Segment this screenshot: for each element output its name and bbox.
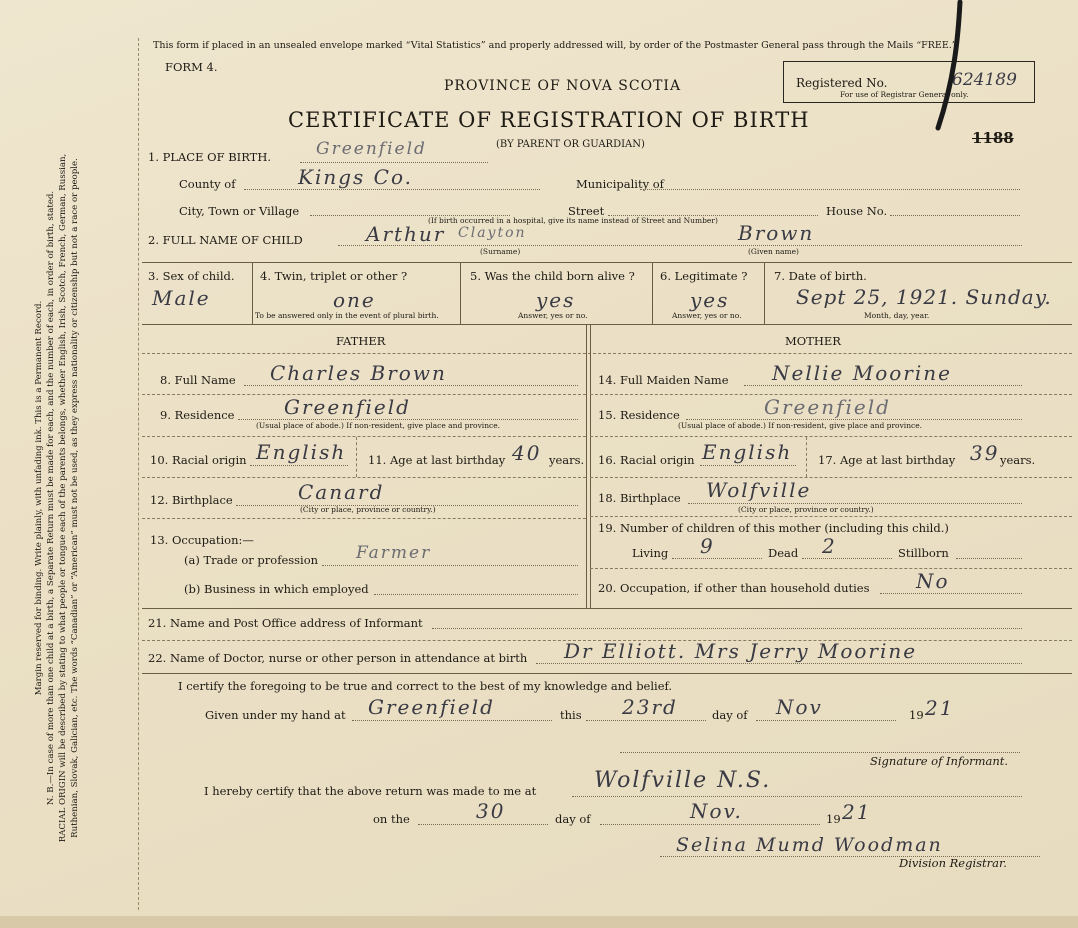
margin-instructions — [33, 68, 105, 928]
registration-day-of-label: day of — [555, 812, 591, 826]
mother-birthplace-line — [688, 503, 1022, 504]
county-value: Kings Co. — [298, 165, 413, 189]
row-divider — [590, 477, 1072, 478]
cell-divider — [764, 262, 765, 324]
city-label: City, Town or Village — [179, 204, 300, 218]
day-line — [586, 720, 706, 721]
date-label: 7. Date of birth. — [774, 269, 867, 283]
mother-age-value: 39 — [970, 441, 1000, 465]
alive-label: 5. Was the child born alive ? — [470, 269, 635, 283]
row-divider — [590, 516, 1072, 517]
given-place-value: Greenfield — [368, 695, 495, 719]
row-divider — [142, 518, 586, 519]
given-place-line — [352, 720, 552, 721]
given-under-label: Given under my hand at — [205, 708, 346, 722]
on-the-label: on the — [373, 812, 410, 826]
municipality-line — [640, 189, 1020, 190]
row-divider — [142, 673, 1072, 674]
page-subtitle: (BY PARENT OR GUARDIAN) — [496, 139, 645, 150]
mother-occupation-line — [880, 593, 1022, 594]
cell-divider — [252, 262, 253, 324]
child-name-line — [338, 245, 1022, 246]
informant-label: 21. Name and Post Office address of Informant — [148, 616, 423, 630]
father-birthplace-note: (City or place, province or country.) — [300, 505, 436, 514]
father-residence-value: Greenfield — [284, 395, 411, 419]
informant-line — [432, 628, 1022, 629]
registration-month-line — [600, 824, 820, 825]
row-divider — [142, 353, 1072, 354]
mother-racial-value: English — [702, 440, 793, 464]
legitimate-note: Answer, yes or no. — [672, 311, 742, 320]
month-line — [756, 720, 896, 721]
place-of-birth-value: Greenfield — [316, 139, 427, 159]
row-divider — [142, 324, 1072, 325]
mother-name-value: Nellie Moorine — [772, 361, 952, 385]
row-divider — [142, 262, 1072, 263]
house-number-line — [890, 215, 1020, 216]
doctor-value: Dr Elliott. Mrs Jerry Moorine — [564, 639, 918, 663]
surname-caption: (Surname) — [480, 247, 521, 256]
municipality-label: Municipality of — [576, 177, 664, 191]
given-name-caption: (Given name) — [748, 247, 799, 256]
row-divider — [142, 436, 586, 437]
doctor-line — [536, 663, 1022, 664]
mother-name-label: 14. Full Maiden Name — [598, 373, 729, 387]
page-title: CERTIFICATE OF REGISTRATION OF BIRTH — [288, 108, 810, 132]
year-prefix: 19 — [909, 708, 924, 722]
father-trade-value: Farmer — [356, 543, 432, 563]
cell-divider — [806, 437, 807, 477]
month-value: Nov — [776, 695, 823, 719]
registrar-statement: I hereby certify that the above return was made to me at — [204, 784, 537, 798]
alive-value: yes — [536, 288, 576, 312]
father-residence-line — [238, 419, 578, 420]
dead-label: Dead — [768, 546, 799, 560]
row-divider — [590, 568, 1072, 569]
row-divider — [590, 436, 1072, 437]
parents-divider — [590, 324, 591, 608]
father-name-value: Charles Brown — [270, 361, 447, 385]
signature-label: Signature of Informant. — [870, 754, 1009, 768]
sex-value: Male — [152, 286, 211, 310]
this-label: this — [560, 708, 582, 722]
father-trade-label: (a) Trade or profession — [184, 553, 319, 567]
pen-stroke-mark — [916, 0, 976, 140]
day-value: 23rd — [622, 695, 678, 719]
informant-signature-line — [620, 752, 1020, 753]
father-residence-label: 9. Residence — [160, 408, 235, 422]
father-abode-note: (Usual place of abode.) If non-resident, give place and province. — [256, 421, 501, 430]
registration-year-prefix: 19 — [826, 812, 841, 826]
cell-divider — [652, 262, 653, 324]
father-business-line — [374, 594, 578, 595]
street-label: Street — [568, 204, 605, 218]
mother-name-line — [744, 385, 1022, 386]
father-age-label: 11. Age at last birthday — [368, 453, 506, 467]
parents-divider — [586, 324, 587, 608]
cell-divider — [356, 437, 357, 477]
registrar-title: Division Registrar. — [899, 856, 1007, 870]
mother-occupation-value: No — [916, 569, 950, 593]
old-number: 1188 — [972, 129, 1014, 147]
twin-value: one — [333, 288, 376, 312]
registered-note: For use of Registrar General only. — [840, 90, 969, 99]
dead-value: 2 — [822, 534, 837, 558]
registrar-place-value: Wolfville N.S. — [594, 768, 772, 793]
father-years-label: years. — [549, 453, 585, 467]
registered-number: 624189 — [952, 70, 1017, 90]
registration-month-value: Nov. — [690, 799, 743, 823]
father-occupation-label: 13. Occupation:— — [150, 533, 254, 547]
living-label: Living — [632, 546, 669, 560]
mother-residence-label: 15. Residence — [598, 408, 680, 422]
father-business-label: (b) Business in which employed — [184, 582, 369, 596]
registrar-place-line — [572, 796, 1022, 797]
date-note: Month, day, year. — [864, 311, 930, 320]
father-racial-label: 10. Racial origin — [150, 453, 247, 467]
binding-margin-line — [138, 38, 139, 910]
registered-label: Registered No. — [796, 76, 888, 90]
registrar-signature: Selina Mumd Woodman — [676, 834, 943, 856]
legitimate-value: yes — [690, 288, 730, 312]
hospital-note: (If birth occurred in a hospital, give its name instead of Street and Number) — [428, 216, 718, 225]
day-of-label: day of — [712, 708, 748, 722]
father-trade-line — [322, 565, 578, 566]
child-surname: Brown — [738, 221, 815, 245]
mother-residence-line — [686, 419, 1022, 420]
registration-year-value: 21 — [842, 800, 872, 824]
child-given-name: Arthur — [366, 222, 446, 246]
cell-divider — [460, 262, 461, 324]
doctor-label: 22. Name of Doctor, nurse or other person in attendance at birth — [148, 651, 528, 665]
father-heading: FATHER — [336, 334, 386, 348]
living-line — [672, 558, 762, 559]
mother-children-label: 19. Number of children of this mother (including this child.) — [598, 521, 949, 535]
mother-racial-line — [700, 465, 796, 466]
margin-note: RACIAL ORIGIN will be described by stating to what people or tongue each of the parents belongs, whether English, Irish, Scotch, French, German, Russian, — [58, 153, 68, 843]
county-label: County of — [179, 177, 236, 191]
year-value: 21 — [925, 696, 955, 720]
living-value: 9 — [700, 534, 715, 558]
twin-label: 4. Twin, triplet or other ? — [260, 269, 408, 283]
legitimate-label: 6. Legitimate ? — [660, 269, 748, 283]
place-of-birth-line — [300, 162, 488, 163]
row-divider — [142, 477, 586, 478]
twin-note: To be answered only in the event of plural birth. — [255, 311, 439, 320]
child-middle-name: Clayton — [458, 225, 527, 241]
father-birthplace-label: 12. Birthplace — [150, 493, 233, 507]
mother-years-label: years. — [1000, 453, 1036, 467]
margin-note: Margin reserved for binding. Write plainly, with unfading ink. This is a Permanent Record. — [34, 300, 44, 696]
province-heading: PROVINCE OF NOVA SCOTIA — [444, 78, 682, 94]
form-number: FORM 4. — [165, 60, 218, 74]
certify-statement: I certify the foregoing to be true and correct to the best of my knowledge and belief. — [178, 679, 673, 693]
alive-note: Answer, yes or no. — [518, 311, 588, 320]
father-age-value: 40 — [512, 441, 542, 465]
father-racial-line — [250, 465, 348, 466]
father-racial-value: English — [256, 440, 347, 464]
mother-age-label: 17. Age at last birthday — [818, 453, 956, 467]
sex-label: 3. Sex of child. — [148, 269, 235, 283]
margin-note: N. B.—In case of more than one child at a birth, a Separate Return must be made for each, and the number of each, in order of birth, stated. — [46, 190, 56, 806]
place-of-birth-label: 1. PLACE OF BIRTH. — [148, 150, 272, 164]
mother-abode-note: (Usual place of abode.) If non-resident, give place and province. — [678, 421, 923, 430]
row-divider — [142, 608, 1072, 609]
father-name-line — [244, 385, 578, 386]
mother-occupation-label: 20. Occupation, if other than household duties — [598, 581, 870, 595]
house-number-label: House No. — [826, 204, 888, 218]
registration-day-value: 30 — [476, 799, 506, 823]
postal-notice: This form if placed in an unsealed envelope marked “Vital Statistics” and properly addressed will, by order of the Postmaster General pass through the Mails “FREE.” — [153, 40, 957, 51]
mother-birthplace-label: 18. Birthplace — [598, 491, 681, 505]
mother-birthplace-value: Wolfville — [706, 478, 812, 502]
dead-line — [802, 558, 892, 559]
father-birthplace-value: Canard — [298, 480, 385, 504]
mother-birthplace-note: (City or place, province or country.) — [738, 505, 874, 514]
county-line — [244, 189, 540, 190]
mother-heading: MOTHER — [785, 334, 841, 348]
registration-day-line — [418, 824, 548, 825]
father-name-label: 8. Full Name — [160, 373, 236, 387]
margin-note: Ruthenian, Slovak, Galician, etc. The words “Canadian” or “American” must not be used, as they express nationality or citizenship but not a race or people. — [70, 158, 80, 838]
mother-residence-value: Greenfield — [764, 395, 891, 419]
mother-racial-label: 16. Racial origin — [598, 453, 695, 467]
date-value: Sept 25, 1921. Sunday. — [796, 285, 1052, 309]
child-name-label: 2. FULL NAME OF CHILD — [148, 233, 303, 247]
stillborn-label: Stillborn — [898, 546, 949, 560]
stillborn-line — [956, 558, 1022, 559]
